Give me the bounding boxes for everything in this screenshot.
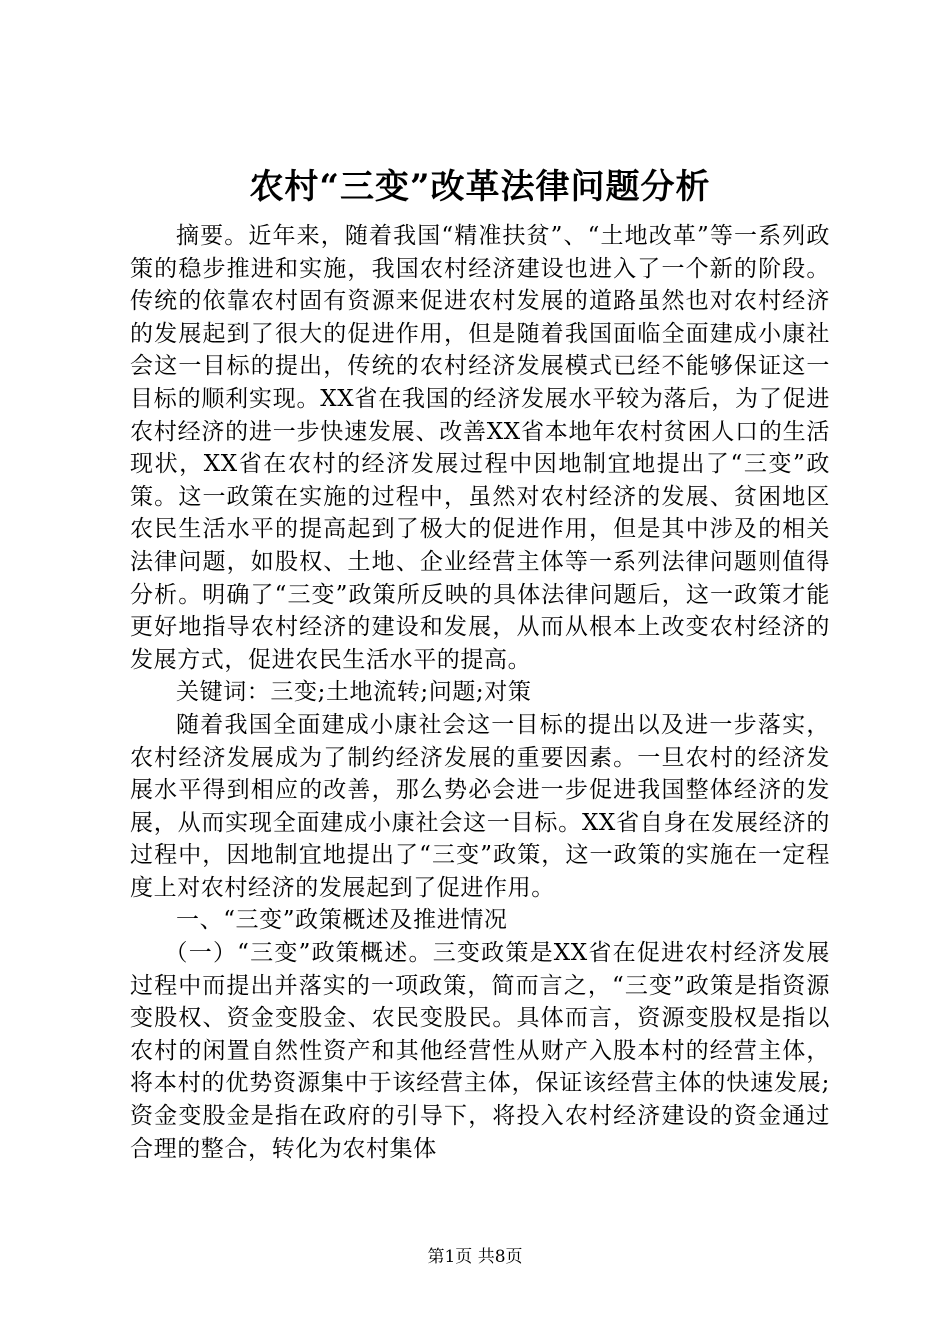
page-number-footer: 第1页 共8页 (427, 1247, 523, 1267)
keywords-line: 关键词：三变;土地流转;问题;对策 (176, 679, 532, 706)
section-paragraph: （一）“三变”政策概述。三变政策是XX省在促进农村经济发展过程中而提出并落实的一项政策，简而言之，“三变”政策是指资源变股权、资金变股金、农民变股民。具体而言，资源变股权是指以农村的闲置自然性资产和其他经营性从财产入股本村的经营主体，将本村的优势资源集中于该经营主体，保证该经营主体的快速发展;资金变股金是指在政府的引导下，将投入农村经济建设的资金通过合理的整合，转化为农村集体 (130, 940, 830, 1162)
section-heading: 一、“三变”政策概述及推进情况 (176, 907, 508, 934)
abstract-paragraph: 摘要。近年来，随着我国“精准扶贫”、“土地改革”等一系列政策的稳步推进和实施，我国农村经济建设也进入了一个新的阶段。传统的依靠农村固有资源来促进农村发展的道路虽然也对农村经济的发展起到了很大的促进作用，但是随着我国面临全面建成小康社会这一目标的提出，传统的农村经济发展模式已经不能够保证这一目标的顺利实现。XX省在我国的经济发展水平较为落后，为了促进农村经济的进一步快速发展、改善XX省本地年农村贫困人口的生活现状，XX省在农村的经济发展过程中因地制宜地提出了“三变”政策。这一政策在实施的过程中，虽然对农村经济的发展、贫困地区农民生活水平的提高起到了极大的促进作用，但是其中涉及的相关法律问题，如股权、土地、企业经营主体等一系列法律问题则值得分析。明确了“三变”政策所反映的具体法律问题后，这一政策才能更好地指导农村经济的建设和发展，从而从根本上改变农村经济的发展方式，促进农民生活水平的提高。 (130, 223, 830, 673)
document-title: 农村“三变”改革法律问题分析 (249, 167, 711, 207)
document-page (130, 160, 830, 1165)
intro-paragraph: 随着我国全面建成小康社会这一目标的提出以及进一步落实，农村经济发展成为了制约经济发展的重要因素。一旦农村的经济发展水平得到相应的改善，那么势必会进一步促进我国整体经济的发展，从而实现全面建成小康社会这一目标。XX省自身在发展经济的过程中，因地制宜地提出了“三变”政策，这一政策的实施在一定程度上对农村经济的发展起到了促进作用。 (130, 711, 830, 901)
